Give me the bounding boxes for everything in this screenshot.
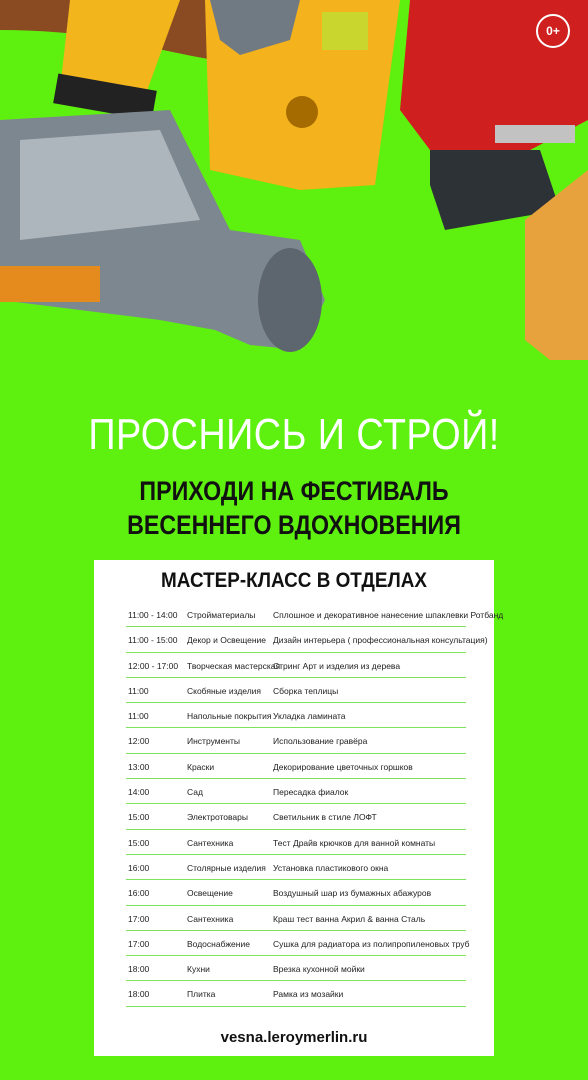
schedule-department: Творческая мастерская [187,660,281,671]
schedule-table [126,602,504,1007]
schedule-department: Сад [187,787,203,798]
hammer-orange-strip [0,266,100,302]
schedule-department: Плитка [187,989,216,1000]
schedule-row [126,779,466,804]
schedule-time: 14:00 [128,787,150,798]
schedule-department: Водоснабжение [187,938,250,949]
schedule-department: Электротовары [187,812,248,823]
schedule-department: Напольные покрытия [187,711,272,722]
schedule-title: МАСТЕР-КЛАСС В ОТДЕЛАХ [161,569,427,592]
schedule-department: Сантехника [187,913,234,924]
schedule-time: 18:00 [128,964,150,975]
schedule-activity: Использование гравёра [273,736,368,747]
schedule-time: 11:00 [128,711,149,722]
schedule-activity: Рамка из мозайки [273,989,344,1000]
schedule-activity: Пересадка фиалок [273,787,349,798]
schedule-department: Столярные изделия [187,862,266,873]
website-link[interactable]: vesna.leroymerlin.ru [220,1029,368,1046]
schedule-time: 17:00 [128,938,150,949]
schedule-department: Скобяные изделия [187,685,262,696]
schedule-time: 11:00 - 14:00 [128,610,178,620]
schedule-department: Кухни [187,964,210,975]
schedule-time: 13:00 [128,761,150,772]
schedule-activity: Воздушный шар из бумажных абажуров [273,888,432,899]
schedule-time: 12:00 - 17:00 [128,660,179,671]
age-rating-badge: 0+ [536,14,570,48]
festival-subheadline [41,474,547,542]
schedule-time: 11:00 - 15:00 [128,635,178,646]
schedule-department: Сантехника [187,837,234,848]
schedule-activity: Врезка кухонной мойки [273,964,365,975]
schedule-department: Декор и Освещение [187,635,267,646]
schedule-row [126,703,466,728]
schedule-row [126,981,466,1006]
schedule-activity: Дизайн интерьера ( профессиональная консультация) [273,635,488,646]
schedule-row [126,906,466,931]
schedule-row [126,830,466,855]
schedule-department: Освещение [187,888,233,899]
schedule-row [126,880,466,905]
schedule-time: 11:00 [128,685,149,696]
schedule-activity: Светильник в стиле ЛОФТ [273,812,377,823]
schedule-time: 16:00 [128,888,150,899]
page-headline: ПРОСНИСЬ И СТРОЙ! [88,410,500,459]
schedule-row [126,678,466,703]
schedule-time: 15:00 [128,812,150,823]
schedule-department: Краски [187,761,215,772]
schedule-row [126,728,466,753]
schedule-activity: Стринг Арт и изделия из дерева [273,660,401,671]
schedule-department: Стройматериалы [187,610,256,620]
schedule-row [126,627,488,652]
schedule-time: 16:00 [128,862,150,873]
schedule-row [126,956,466,981]
schedule-activity: Укладка ламината [273,711,346,722]
hammer-face [258,248,322,352]
schedule-time: 17:00 [128,913,150,924]
tools-illustration [0,0,588,390]
schedule-row [126,931,470,956]
schedule-time: 15:00 [128,837,150,848]
schedule-row [126,653,466,678]
schedule-row [126,804,466,829]
schedule-activity: Декорирование цветочных горшков [273,761,413,772]
schedule-activity: Краш тест ванна Акрил & ванна Сталь [273,913,426,924]
schedule-time: 12:00 [128,736,150,747]
schedule-department: Инструменты [187,736,241,747]
level-vial [322,12,368,50]
schedule-row [126,602,504,627]
subhead-line-2: ВЕСЕННЕГО ВДОХНОВЕНИЯ [127,510,461,540]
subhead-line-1: ПРИХОДИ НА ФЕСТИВАЛЬ [139,476,449,506]
schedule-activity: Сплошное и декоративное нанесение шпаклевки Ротбанд [273,610,504,620]
schedule-row [126,855,466,880]
schedule-activity: Сборка теплицы [273,685,339,696]
schedule-time: 18:00 [128,989,150,1000]
level-hole [286,96,318,128]
schedule-activity: Сушка для радиатора из полипропиленовых труб [273,938,470,949]
schedule-card [94,560,504,1056]
schedule-activity: Установка пластикового окна [273,862,389,873]
schedule-activity: Тест Драйв крючков для ванной комнаты [273,837,436,848]
schedule-row [126,754,466,779]
wrench-teeth [495,125,575,143]
